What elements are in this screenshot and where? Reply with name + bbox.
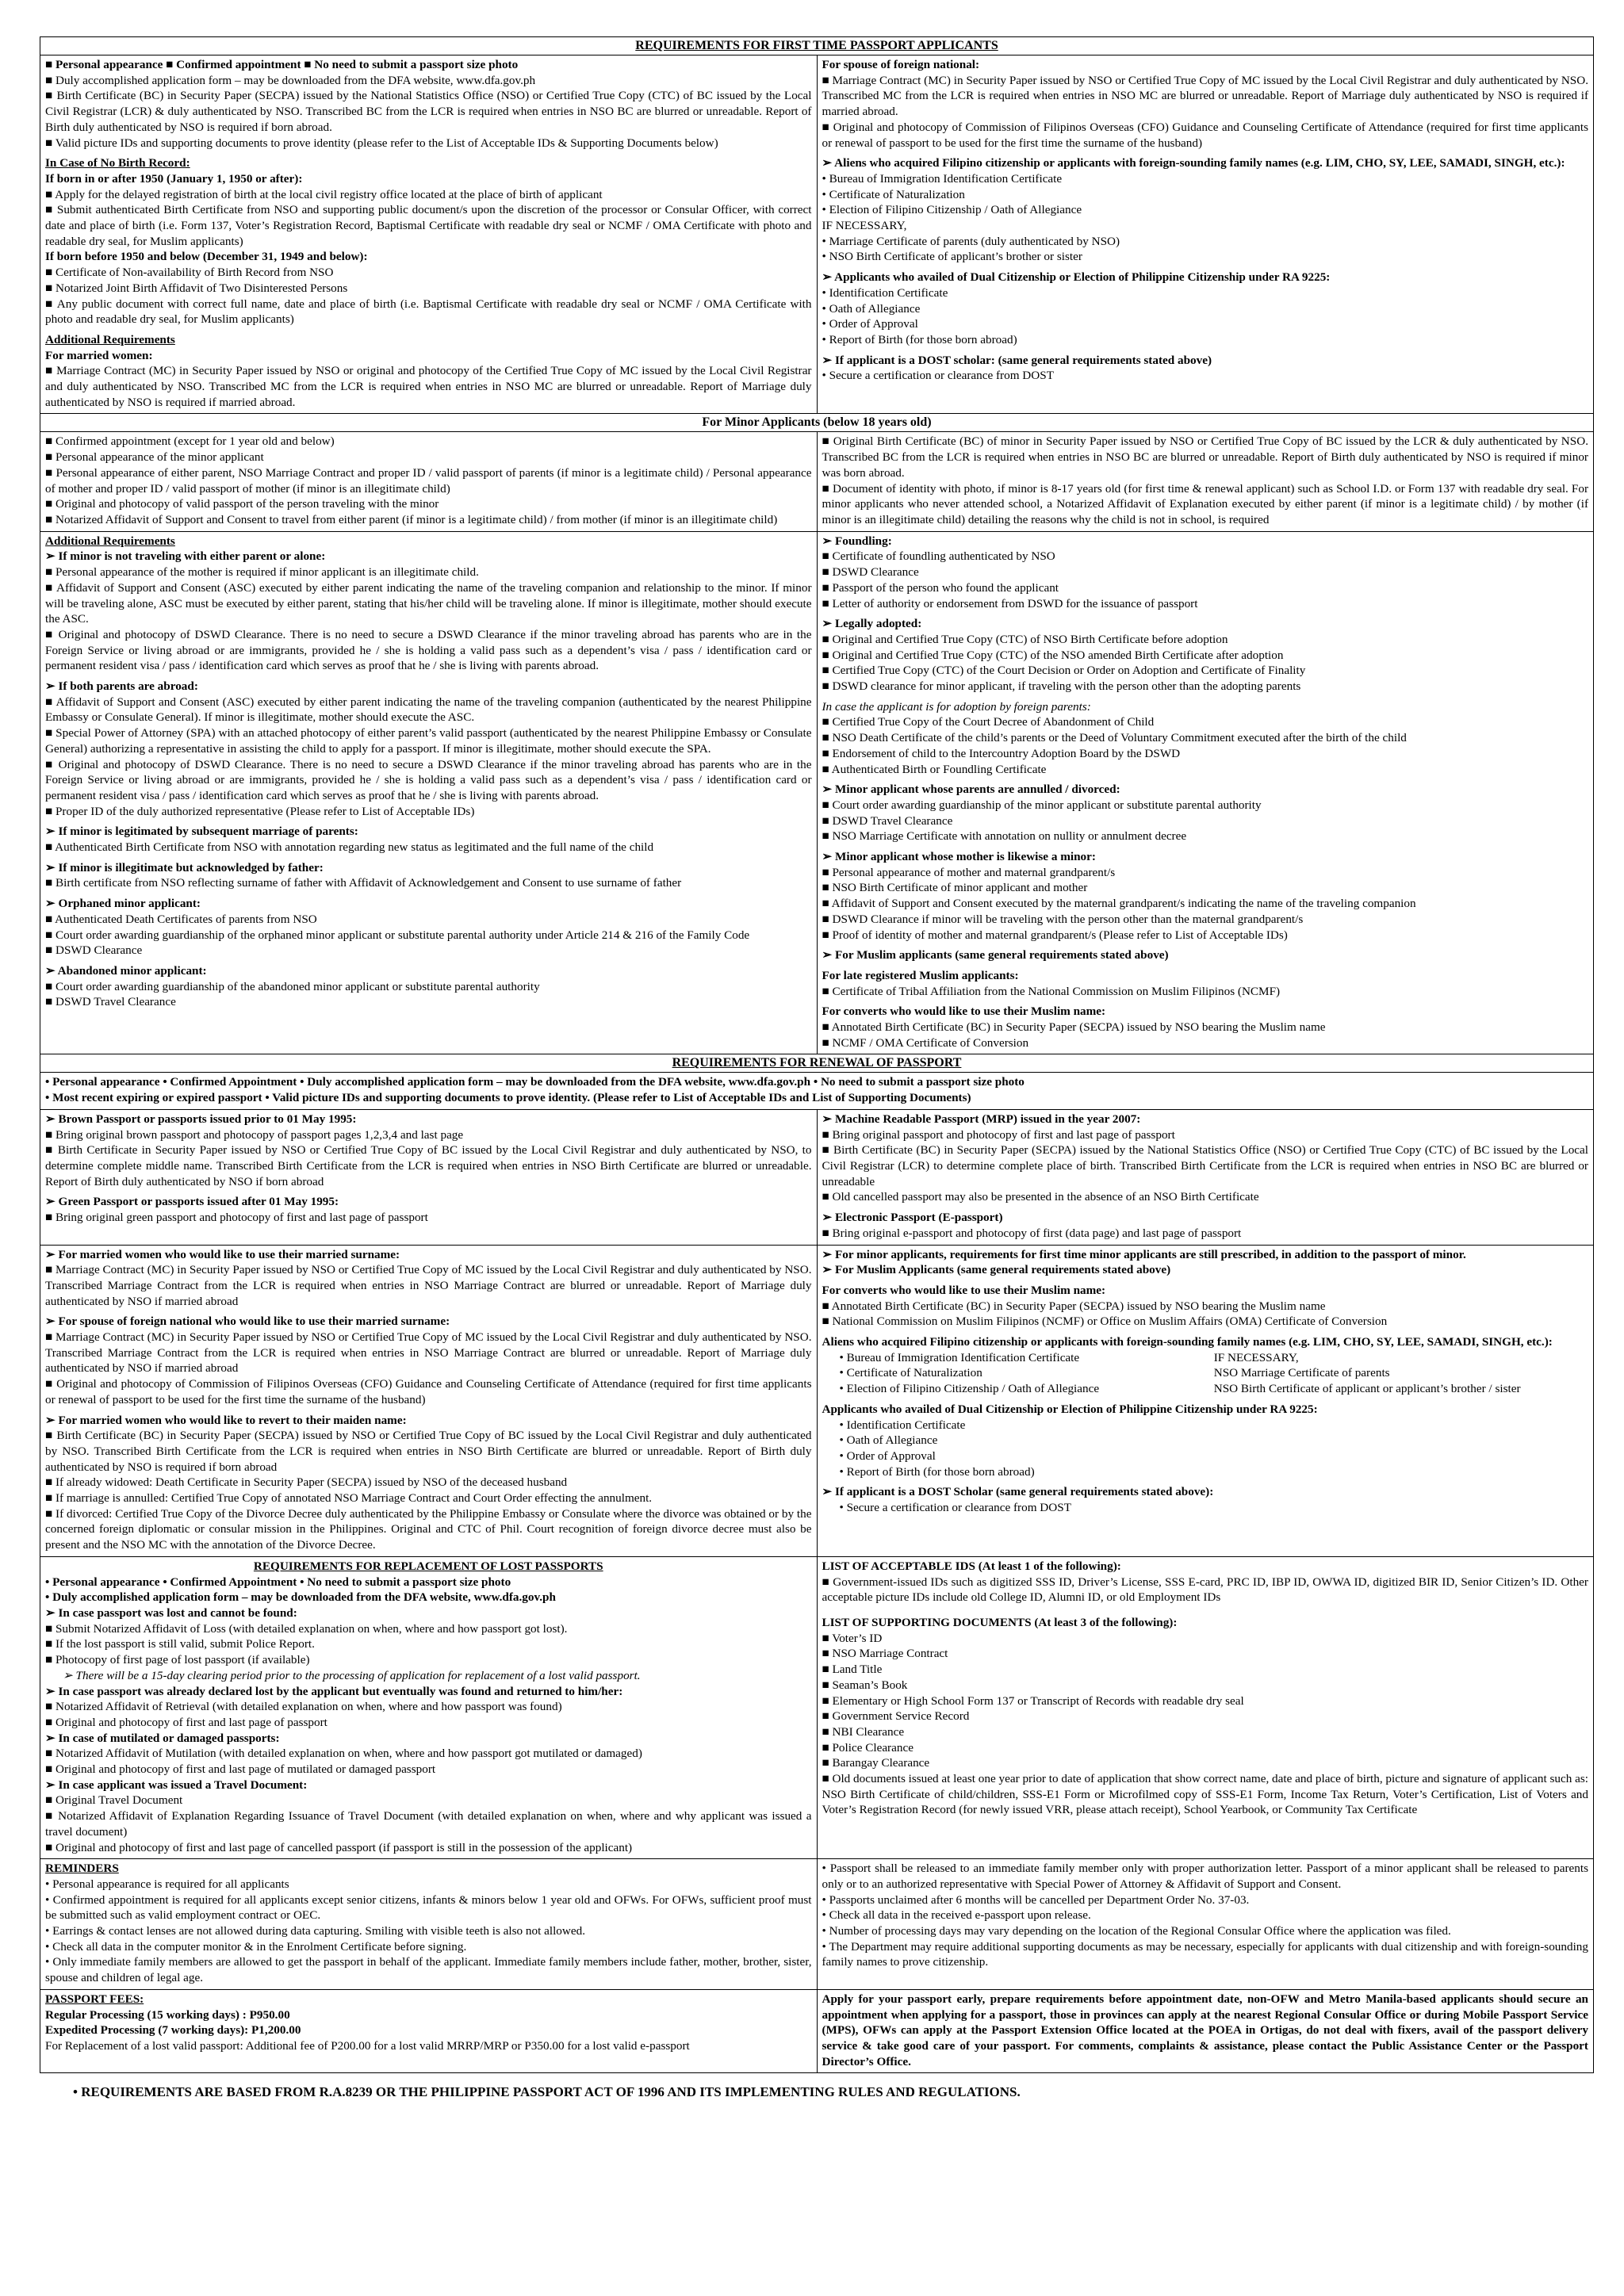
reminders-right — [817, 1859, 1594, 1990]
renewal-left-1 — [40, 1109, 818, 1245]
minor-additional-left — [40, 531, 818, 1054]
text-line: IF NECESSARY, — [1213, 1350, 1299, 1364]
text-line: ■ Original and photocopy of first and last page of mutilated or damaged passport — [45, 1762, 436, 1777]
first-time-left — [40, 55, 818, 414]
text-line: ■ Original Travel Document — [45, 1793, 183, 1808]
subheading: ➢ Legally adopted: — [822, 617, 922, 631]
text-line: ■ Voter’s ID — [822, 1631, 883, 1645]
subheading: ➢ Orphaned minor applicant: — [45, 897, 201, 911]
lost-passport-left — [40, 1556, 818, 1858]
text-line: ■ Birth Certificate (BC) in Security Paper (SECPA) issued by the National Statistics Office (NSO) or Certified True Copy (CTC) of BC issued by the Local Civil Registrar (LCR) to determine complete place of birth. Transcribed Birth Certificate from the LCR is required when entries in NSO BC are blurred or unreadable — [822, 1143, 1588, 1188]
text-line: ■ If divorced: Certified True Copy of the Divorce Decree duly authenticated by the Philippine Embassy or Consulate where the divorce was obtained or by the concerned foreign diplomatic or consular mission in the Philippines. Original and CTC of Phil. Court recognition of foreign divorce decree must also be present and the NSO MC with the annotation of the Divorce Decree. — [45, 1506, 812, 1552]
text-line: • Order of Approval — [822, 317, 918, 331]
text-line: ■ Original and photocopy of first and last page of cancelled passport (if passport is still in the possession of the applicant) — [45, 1840, 633, 1854]
text-line: ■ Proof of identity of mother and maternal grandparent/s (Please refer to List of Acceptable IDs) — [822, 928, 1288, 942]
text-line: ■ Birth Certificate in Security Paper issued by NSO or Certified True Copy of BC issued by the Local Civil Registrar and duly authenticated by NSO, to determine complete middle name. Transcribed Birth Certificate from the LCR is required when entries in NSO Birth Certificate are blurred or unreadable. Report of Birth duly authenticated by NSO if born abroad — [45, 1143, 812, 1188]
subheading: ➢ Machine Readable Passport (MRP) issued in the year 2007: — [822, 1112, 1141, 1126]
text-line: ■ Certified True Copy (CTC) of the Court Decision or Order on Adoption and Certificate of Finality — [822, 664, 1306, 678]
subheading: ➢ Electronic Passport (E-passport) — [822, 1211, 1003, 1225]
text-line: • Identification Certificate — [822, 285, 948, 300]
text-line: ■ Notarized Affidavit of Retrieval (with detailed explanation on when, where and how passport was found) — [45, 1700, 562, 1714]
subheading: For married women: — [45, 348, 153, 362]
first-time-header: REQUIREMENTS FOR FIRST TIME PASSPORT APPLICANTS — [40, 37, 1594, 55]
subheading: LIST OF ACCEPTABLE IDS (At least 1 of the following): — [822, 1559, 1121, 1573]
text-line: • Oath of Allegiance — [839, 1433, 938, 1448]
text-line: ■ Original and Certified True Copy (CTC) of NSO Birth Certificate before adoption — [822, 632, 1228, 646]
text-line: ■ Court order awarding guardianship of the minor applicant or substitute parental authority — [822, 798, 1262, 812]
text-line: ■ If the lost passport is still valid, submit Police Report. — [45, 1637, 315, 1651]
text-line: • Report of Birth (for those born abroad) — [822, 332, 1017, 346]
text-line: ■ If already widowed: Death Certificate in Security Paper (SECPA) issued by NSO of the deceased husband — [45, 1475, 568, 1490]
subheading: ➢ For Muslim Applicants (same general requirements stated above) — [822, 1263, 1171, 1277]
subheading: ➢ For Muslim applicants (same general requirements stated above) — [822, 948, 1169, 962]
text-line: • Bureau of Immigration Identification Certificate — [839, 1350, 1080, 1364]
text-line: ■ DSWD Travel Clearance — [822, 813, 953, 828]
subheading: ➢ If minor is illegitimate but acknowledged by father: — [45, 860, 324, 874]
subheading: For converts who would like to use their Muslim name: — [822, 1283, 1106, 1297]
text-line: ■ Personal appearance of either parent, NSO Marriage Contract and proper ID / valid passport of parents (if minor is a legitimate child) / Personal appearance of mother and proper ID / valid passport of mother (if minor is an illegitimate child) — [45, 465, 812, 496]
subheading: Additional Requirements — [45, 332, 175, 346]
text-line: ■ Barangay Clearance — [822, 1756, 930, 1770]
text-line: ■ Marriage Contract (MC) in Security Paper issued by NSO or original and photocopy of the Certified True Copy of MC issued by the Local Civil Registrar and duly authenticated by NSO. Transcribed MC from the LCR is required when entries in NSO MC are blurred or unreadable. Report of Marriage duly authenticated by NSO is required if married abroad. — [45, 364, 812, 409]
text-line: • Order of Approval — [839, 1448, 936, 1463]
text-line: ■ Land Title — [822, 1663, 883, 1677]
subheading: ➢ Brown Passport or passports issued prior to 01 May 1995: — [45, 1112, 357, 1126]
subheading: ➢ For spouse of foreign national who would like to use their married surname: — [45, 1314, 450, 1329]
passport-fees — [40, 1989, 818, 2073]
text-line: • Secure a certification or clearance from DOST — [822, 369, 1054, 383]
minor-additional-right — [817, 531, 1594, 1054]
text-line: ■ Bring original brown passport and photocopy of passport pages 1,2,3,4 and last page — [45, 1127, 464, 1142]
subheading: In Case of No Birth Record: — [45, 156, 190, 170]
text-line: ■ DSWD Clearance if minor will be traveling with the person other than the maternal grandparent/s — [822, 912, 1304, 926]
text-line: ■ National Commission on Muslim Filipinos (NCMF) or Office on Muslim Affairs (OMA) Certificate of Conversion — [822, 1314, 1388, 1329]
text-line: ■ Personal appearance of the minor applicant — [45, 450, 264, 465]
text-line: ■ Duly accomplished application form – may be downloaded from the DFA website, www.dfa.gov.ph — [45, 73, 536, 87]
subheading: LIST OF SUPPORTING DOCUMENTS (At least 3 of the following): — [822, 1615, 1178, 1629]
text-line: ■ Notarized Affidavit of Mutilation (with detailed explanation on when, where and how passport got mutilated or damaged) — [45, 1747, 642, 1761]
text-line: ■ Notarized Joint Birth Affidavit of Two Disinterested Persons — [45, 281, 348, 295]
text-line: • Identification Certificate — [839, 1418, 966, 1432]
minor-left — [40, 432, 818, 531]
text-line: • Check all data in the computer monitor & in the Enrolment Certificate before signing. — [45, 1939, 467, 1954]
subheading: Additional Requirements — [45, 534, 175, 548]
subheading: ➢ Minor applicant whose parents are annulled / divorced: — [822, 783, 1120, 797]
text-line: ➢ There will be a 15-day clearing period prior to the processing of application for replacement of a lost valid passport. — [63, 1668, 641, 1682]
acceptable-ids-right — [817, 1556, 1594, 1858]
text-line: ■ Original and photocopy of valid passport of the person traveling with the minor — [45, 497, 439, 511]
text-row — [822, 1381, 1589, 1397]
text-row — [822, 1365, 1589, 1381]
reminders-title: REMINDERS — [45, 1862, 119, 1876]
subheading: ➢ If minor is not traveling with either parent or alone: — [45, 549, 326, 564]
text-line: NSO Birth Certificate of applicant or applicant’s brother / sister — [1213, 1382, 1521, 1396]
subheading: If born before 1950 and below (December 31, 1949 and below): — [45, 250, 368, 264]
minor-header: For Minor Applicants (below 18 years old) — [40, 414, 1594, 432]
text-line: • Earrings & contact lenses are not allowed during data capturing. Smiling with visible teeth is also not allowed. — [45, 1924, 586, 1938]
text-line: ■ Document of identity with photo, if minor is 8-17 years old (for first time & renewal applicant) such as School I.D. or Form 137 with readable dry seal. For minor applicants who never attended school, a Notarized Affidavit of Explanation executed by either parent (if minor is a legitimate child) / by mother (if minor is an illegitimate child) detailing the reasons why the child is not in school, is required — [822, 481, 1588, 526]
subheading: Applicants who availed of Dual Citizenship or Election of Philippine Citizenship under RA 9225: — [822, 1402, 1318, 1416]
subheading: ➢ Abandoned minor applicant: — [45, 963, 207, 978]
text-line: • Personal appearance is required for all applicants — [45, 1877, 289, 1891]
subheading: If born in or after 1950 (January 1, 1950 or after): — [45, 171, 303, 186]
text-line: ■ Government Service Record — [822, 1709, 970, 1724]
renewal-right-1 — [817, 1109, 1594, 1245]
minor-right — [817, 432, 1594, 531]
subheading: ➢ Foundling: — [822, 534, 892, 548]
subheading: ➢ In case applicant was issued a Travel Document: — [45, 1777, 308, 1792]
text-line: ■ Affidavit of Support and Consent (ASC) executed by either parent indicating the name of the traveling companion (authenticated by the nearest Philippine Embassy or Consulate General). If minor is illegitimate, mother should execute the ASC. — [45, 695, 812, 725]
text-line: • Duly accomplished application form – may be downloaded from the DFA website, www.dfa.gov.ph — [45, 1590, 556, 1605]
text-line: • Certificate of Naturalization — [839, 1366, 982, 1380]
text-line: ■ Submit authenticated Birth Certificate from NSO and supporting public document/s upon the discretion of the processor or Consular Officer, with correct date and place of birth (i.e. Form 137, Voter’s Registration Record, Baptismal Certificate with readable dry seal or NCMF / OMA Certificate with photo and readable dry seal, for Muslim applicants) — [45, 203, 812, 248]
text-line: • Passports unclaimed after 6 months will be cancelled per Department Order No. 37-03. — [822, 1892, 1250, 1907]
subheading: ➢ For minor applicants, requirements for first time minor applicants are still prescribed, in addition to the passport of minor. — [822, 1247, 1466, 1261]
subheading: For late registered Muslim applicants: — [822, 968, 1019, 982]
subheading: For spouse of foreign national: — [822, 58, 980, 71]
application-advice: Apply for your passport early, prepare requirements before appointment date, non-OFW and Metro Manila-based applicants should secure an appointment when applying for a passport, those in provinces can apply at the nearest Regional Consular Office or during Mobile Passport Service (MPS), OFWs can apply at the Passport Extension Office located at the POEA in Ortigas, do not deal with fixers, avail of the passport delivery service & take good care of your passport. For comments, complaints & assistance, please contact the Public Assistance Center or the Passport Director’s Office. — [817, 1989, 1594, 2073]
text-line: • Personal appearance • Confirmed Appointment • No need to submit a passport size photo — [45, 1575, 511, 1589]
text-line: ■ Certified True Copy of the Court Decree of Abandonment of Child — [822, 715, 1155, 729]
text-line: ■ Marriage Contract (MC) in Security Paper issued by NSO or Certified True Copy of MC issued by the Local Civil Registrar and duly authenticated by NSO. Transcribed Marriage Contract from the LCR is required when entries in NSO Marriage Contract are blurred or unreadable. Report of Marriage duly authenticated by NSO if married abroad — [45, 1330, 812, 1376]
text-line: ■ Original Birth Certificate (BC) of minor in Security Paper issued by NSO or Certified True Copy of BC issued by the LCR & duly authenticated by NSO. Transcribed BC from the LCR is required when entries in NSO BC are blurred or unreadable. Report of Birth duly authenticated by NSO is required if minor was born abroad. — [822, 434, 1588, 480]
text-line: • Only immediate family members are allowed to get the passport in behalf of the applicant. Immediate family members include father, mother, brother, sister, spouse and children of legal age. — [45, 1955, 812, 1985]
subheading: ➢ In case of mutilated or damaged passports: — [45, 1731, 280, 1745]
legal-basis-note: • REQUIREMENTS ARE BASED FROM R.A.8239 OR THE PHILIPPINE PASSPORT ACT OF 1996 AND ITS IMPLEMENTING RULES AND REGULATIONS. — [73, 2084, 1021, 2100]
text-line: ■ Elementary or High School Form 137 or Transcript of Records with readable dry seal — [822, 1693, 1244, 1708]
subheading: ➢ If both parents are abroad: — [45, 679, 198, 694]
text-line: ■ Police Clearance — [822, 1740, 914, 1755]
text-line: ■ Affidavit of Support and Consent (ASC) executed by either parent indicating the name of the traveling companion and relationship to the minor. If minor will be traveling alone, ASC must be executed by either parent, stating that his/her child will be traveling alone. If minor is illegitimate, mother should execute the ASC. — [45, 580, 812, 626]
text-line: • Number of processing days may vary depending on the location of the Regional Consular Office where the application was filed. — [822, 1924, 1451, 1938]
text-line: ■ Bring original e-passport and photocopy of first (data page) and last page of passport — [822, 1226, 1242, 1240]
renewal-left-2 — [40, 1245, 818, 1556]
text-line: ■ Special Power of Attorney (SPA) with an attached photocopy of either parent’s valid passport (authenticated by the nearest Philippine Embassy or Consulate General) authorizing a representative in assisting the child to apply for a passport. If minor is illegitimate, mother should execute the SPA. — [45, 726, 812, 756]
text-line: • Bureau of Immigration Identification Certificate — [822, 171, 1063, 186]
text-line: ■ Marriage Contract (MC) in Security Paper issued by NSO or Certified True Copy of MC issued by the Local Civil Registrar and duly authenticated by NSO. Transcribed MC from the LCR is required when entries in NSO MC are blurred or unreadable. Report of Marriage duly authenticated by NSO is required if married abroad. — [822, 73, 1588, 119]
fee-replacement: For Replacement of a lost valid passport: Additional fee of P200.00 for a lost valid MRRP/MRP or P350.00 for a lost valid e-passport — [45, 2038, 690, 2053]
text-line: • Most recent expiring or expired passport • Valid picture IDs and supporting documents to prove identity. (Please refer to List of Acceptable IDs and List of Supporting Documents) — [45, 1091, 971, 1105]
text-line: ■ Authenticated Birth Certificate from NSO with annotation regarding new status as legitimated and the full name of the child — [45, 840, 654, 855]
fee-expedited: Expedited Processing (7 working days): P1,200.00 — [45, 2023, 301, 2038]
text-line: ■ Certificate of foundling authenticated by NSO — [822, 549, 1055, 564]
text-line: • The Department may require additional supporting documents as may be necessary, especially for applicants with dual citizenship and with foreign-sounding family names to prove citizenship. — [822, 1939, 1588, 1969]
text-line: ■ Annotated Birth Certificate (BC) in Security Paper (SECPA) issued by NSO bearing the Muslim name — [822, 1299, 1326, 1313]
text-line: ■ DSWD Travel Clearance — [45, 995, 176, 1009]
text-line: • Report of Birth (for those born abroad) — [839, 1464, 1035, 1479]
text-line: ■ Proper ID of the duly authorized representative (Please refer to List of Acceptable IDs) — [45, 804, 475, 818]
text-line: ■ Valid picture IDs and supporting documents to prove identity (please refer to the List of Acceptable IDs & Supporting Documents below) — [45, 136, 718, 150]
text-line: IF NECESSARY, — [822, 219, 907, 233]
text-line: ■ Court order awarding guardianship of the abandoned minor applicant or substitute parental authority — [45, 979, 540, 993]
subheading: ➢ Green Passport or passports issued after 01 May 1995: — [45, 1195, 339, 1209]
subheading: ➢ In case passport was lost and cannot be found: — [45, 1605, 297, 1620]
subheading: ➢ In case passport was already declared lost by the applicant but eventually was found and returned to him/her: — [45, 1684, 623, 1698]
text-line: ■ Affidavit of Support and Consent executed by the maternal grandparent/s indicating the name of the traveling companion — [822, 897, 1416, 911]
subheading: ➢ For married women who would like to use their married surname: — [45, 1247, 400, 1261]
text-line: • NSO Birth Certificate of applicant’s brother or sister — [822, 250, 1082, 264]
text-line: ■ Personal appearance of the mother is required if minor applicant is an illegitimate child. — [45, 565, 479, 580]
text-line: ■ Apply for the delayed registration of birth at the local civil registry office located at the place of birth of applicant — [45, 187, 603, 201]
text-line: ■ Original and Certified True Copy (CTC) of the NSO amended Birth Certificate after adoption — [822, 648, 1284, 662]
text-line: ■ Seaman’s Book — [822, 1678, 908, 1692]
text-line: • Personal appearance • Confirmed Appointment • Duly accomplished application form – may be downloaded from the DFA website, www.dfa.gov.ph • No need to submit a passport size photo — [45, 1075, 1025, 1089]
renewal-general — [40, 1073, 1594, 1109]
text-line: ■ Photocopy of first page of lost passport (if available) — [45, 1653, 310, 1667]
subheading: ➢ Applicants who availed of Dual Citizenship or Election of Philippine Citizenship under RA 9225: — [822, 270, 1331, 285]
requirements-document — [40, 36, 1594, 2100]
text-line: ■ Original and photocopy of Commission of Filipinos Overseas (CFO) Guidance and Counseling Certificate of Attendance (required for first time applicants or renewal of passport to be used for the first time the surname of the husband) — [45, 1377, 812, 1406]
text-line: • Election of Filipino Citizenship / Oath of Allegiance — [822, 203, 1082, 217]
text-line: ■ Annotated Birth Certificate (BC) in Security Paper (SECPA) issued by NSO bearing the Muslim name — [822, 1020, 1326, 1035]
renewal-header: REQUIREMENTS FOR RENEWAL OF PASSPORT — [40, 1054, 1594, 1073]
first-time-right — [817, 55, 1594, 414]
text-line: ■ Birth Certificate (BC) in Security Paper (SECPA) issued by NSO or Certified True Copy of BC issued by the Local Civil Registrar and duly authenticated by NSO. Transcribed Birth Certificate from the LCR is required when entries in NSO Birth Certificate are blurred or unreadable. Report of Birth duly authenticated by NSO is required if born abroad — [45, 1429, 812, 1474]
text-line: • Passport shall be released to an immediate family member only with proper authorization letter. Passport of a minor applicant shall be released to parents only or to an authorized representative with Special Power of Attorney & Affidavit of Support and Consent. — [822, 1862, 1588, 1891]
text-line: ■ NSO Marriage Certificate with annotation on nullity or annulment decree — [822, 829, 1187, 844]
text-line: NSO Marriage Certificate of parents — [1213, 1366, 1390, 1380]
text-line: • Secure a certification or clearance from DOST — [839, 1501, 1071, 1515]
text-line: • Oath of Allegiance — [822, 301, 921, 316]
text-line: ■ NSO Birth Certificate of minor applicant and mother — [822, 881, 1088, 895]
text-line: ■ DSWD clearance for minor applicant, if traveling with the person other than the adopting parents — [822, 679, 1301, 694]
requirements-table — [40, 36, 1594, 2073]
fees-title: PASSPORT FEES: — [45, 1992, 144, 2006]
text-line: ■ Original and photocopy of Commission of Filipinos Overseas (CFO) Guidance and Counseling Certificate of Attendance (required for first time applicants or renewal of passport to be used for the first time the surname of the husband) — [822, 120, 1588, 150]
text-line: ■ Birth certificate from NSO reflecting surname of father with Affidavit of Acknowledgement and Consent to use surname of father — [45, 876, 682, 890]
text-line: ■ Personal appearance of mother and maternal grandparent/s — [822, 865, 1116, 879]
text-line: ■ Certificate of Tribal Affiliation from the National Commission on Muslim Filipinos (NCMF) — [822, 984, 1281, 998]
subheading: ➢ If minor is legitimated by subsequent marriage of parents: — [45, 825, 358, 839]
subheading: ➢ If applicant is a DOST Scholar (same general requirements stated above): — [822, 1485, 1214, 1499]
text-line: • Election of Filipino Citizenship / Oath of Allegiance — [839, 1382, 1100, 1396]
text-line: ■ NBI Clearance — [822, 1724, 905, 1739]
subheading: ➢ Minor applicant whose mother is likewise a minor: — [822, 850, 1096, 864]
text-line: ■ Marriage Contract (MC) in Security Paper issued by NSO or Certified True Copy of MC issued by the Local Civil Registrar and duly authenticated by NSO. Transcribed Marriage Contract from the LCR is required when entries in NSO Marriage Contract are blurred or unreadable. Report of Marriage duly authenticated by NSO if married abroad — [45, 1263, 812, 1308]
text-line: ■ NSO Marriage Contract — [822, 1647, 948, 1661]
text-line: • Confirmed appointment is required for all applicants except senior citizens, infants & minors below 1 year old and OFWs. For OFWs, sufficient proof must be submitted such as valid employment contract or OEC. — [45, 1892, 812, 1923]
text-line: ■ Certificate of Non-availability of Birth Record from NSO — [45, 266, 334, 280]
text-line: ■ Letter of authority or endorsement from DSWD for the issuance of passport — [822, 596, 1198, 610]
text-line: ■ Original and photocopy of DSWD Clearance. There is no need to secure a DSWD Clearance if the minor traveling abroad has parents who are in the Foreign Service or living abroad or are immigrants, provided he / she is holding a valid pass such as a dependent’s visa / pass / identification card or permanent resident visa / pass / identification card which serves as proof that he / she is living with parents abroad. — [45, 757, 812, 802]
text-line: ■ Birth Certificate (BC) in Security Paper (SECPA) issued by the National Statistics Office (NSO) or Certified True Copy (CTC) of BC issued by the Local Civil Registrar (LCR) & duly authenticated by NSO. Transcribed BC from the LCR is required when entries in NSO BC are blurred or unreadable. Report of Birth duly authenticated by NSO is required if born abroad. — [45, 89, 812, 134]
text-line: ■ Court order awarding guardianship of the orphaned minor applicant or substitute parental authority under Article 214 & 216 of the Family Code — [45, 928, 750, 942]
subheading: For converts who would like to use their Muslim name: — [822, 1004, 1106, 1019]
text-line: ■ Notarized Affidavit of Support and Consent to travel from either parent (if minor is a legitimate child) / from mother (if minor is an illegitimate child) — [45, 512, 778, 526]
text-line: ■ NSO Death Certificate of the child’s parents or the Deed of Voluntary Commitment executed after the birth of the child — [822, 731, 1407, 745]
text-line: • Certificate of Naturalization — [822, 187, 965, 201]
text-line: ■ Government-issued IDs such as digitized SSS ID, Driver’s License, SSS E-card, PRC ID, IBP ID, OWWA ID, digitized BIR ID, Senior Citizen’s ID. Other acceptable picture IDs include old College ID, Alumni ID, or old Employment IDs — [822, 1575, 1588, 1605]
text-line: ■ Old cancelled passport may also be presented in the absence of an NSO Birth Certificate — [822, 1190, 1259, 1204]
text-line: ■ Bring original green passport and photocopy of first and last page of passport — [45, 1211, 428, 1225]
subheading: Aliens who acquired Filipino citizenship or applicants with foreign-sounding family names (e.g. LIM, CHO, SY, LEE, SAMADI, SINGH, etc.): — [822, 1335, 1553, 1349]
fee-regular: Regular Processing (15 working days) : P950.00 — [45, 2007, 290, 2022]
text-line: ■ Passport of the person who found the applicant — [822, 580, 1059, 595]
subheading: In case the applicant is for adoption by foreign parents: — [822, 699, 1091, 714]
text-line: ■ Any public document with correct full name, date and place of birth (i.e. Baptismal Certificate with readable dry seal or NCMF / OMA Certificate with photo and readable dry seal, for Muslim applicants) — [45, 297, 812, 327]
subheading: ➢ For married women who would like to revert to their maiden name: — [45, 1413, 407, 1427]
text-line: ■ Submit Notarized Affidavit of Loss (with detailed explanation on when, where and how passport got lost). — [45, 1621, 568, 1636]
text-line: ■ Old documents issued at least one year prior to date of application that show correct name, date and place of birth, picture and signature of applicant such as: NSO Birth Certificate of child/children, SSS-E1 Form or Microfilmed copy of SSS-E1 Form, Income Tax Return, Voter’s Certification, List of Voters and Voter’s Registration Record (for newly issued VRR, please attach receipt), School Yearbook, or Community Tax Certificate — [822, 1772, 1589, 1817]
text-line: ■ Endorsement of child to the Intercountry Adoption Board by the DSWD — [822, 746, 1181, 760]
text-line: ■ Confirmed appointment (except for 1 year old and below) — [45, 434, 335, 449]
text-line: • Check all data in the received e-passport upon release. — [822, 1908, 1091, 1923]
lost-passport-header: REQUIREMENTS FOR REPLACEMENT OF LOST PASSPORTS — [253, 1559, 603, 1573]
reminders-left — [40, 1859, 818, 1990]
text-line: ■ Authenticated Death Certificates of parents from NSO — [45, 912, 317, 926]
text-line: ■ Bring original passport and photocopy of first and last page of passport — [822, 1127, 1175, 1142]
text-line: ■ Notarized Affidavit of Explanation Regarding Issuance of Travel Document (with detailed explanation on when, where and why applicant was issued a travel document) — [45, 1809, 812, 1839]
text-line: ■ NCMF / OMA Certificate of Conversion — [822, 1035, 1029, 1050]
text-line: ■ If marriage is annulled: Certified True Copy of annotated NSO Marriage Contract and Court Order effecting the annulment. — [45, 1491, 653, 1506]
text-line: ■ Original and photocopy of DSWD Clearance. There is no need to secure a DSWD Clearance if the minor traveling abroad has parents who are in the Foreign Service or living abroad or are immigrants, provided he / she is holding a valid pass such as a dependent’s visa / pass / identification card or permanent resident visa / pass / identification card which serves as proof that he / she is living with parents abroad. — [45, 627, 812, 673]
text-line: ■ Authenticated Birth or Foundling Certificate — [822, 762, 1047, 776]
text-line: ■ Original and photocopy of first and last page of passport — [45, 1715, 327, 1729]
subheading: ➢ If applicant is a DOST scholar: (same general requirements stated above) — [822, 353, 1212, 367]
text-line: ■ Personal appearance ■ Confirmed appointment ■ No need to submit a passport size photo — [45, 58, 519, 71]
renewal-right-2 — [817, 1245, 1594, 1556]
text-line: • Marriage Certificate of parents (duly authenticated by NSO) — [822, 234, 1120, 248]
subheading: ➢ Aliens who acquired Filipino citizenship or applicants with foreign-sounding family names (e.g. LIM, CHO, SY, LEE, SAMADI, SINGH, etc.): — [822, 156, 1565, 170]
text-row — [822, 1350, 1589, 1366]
text-line: ■ DSWD Clearance — [822, 565, 919, 580]
text-line: ■ DSWD Clearance — [45, 943, 143, 958]
